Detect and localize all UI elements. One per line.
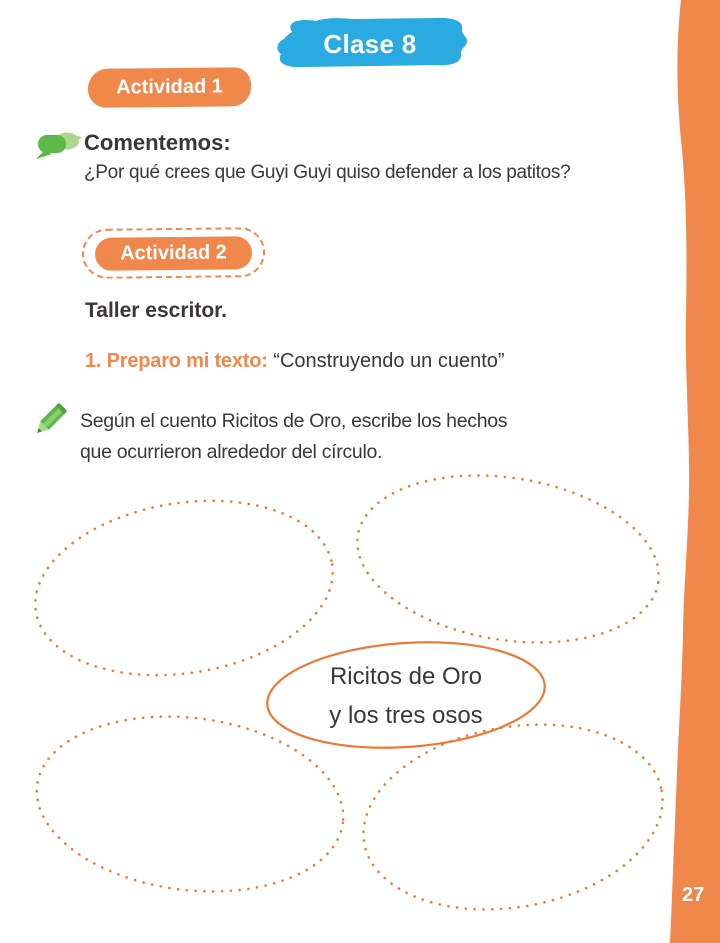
oval-top-right[interactable] bbox=[345, 455, 671, 663]
page-edge-wave bbox=[670, 0, 720, 943]
center-oval-line-2: y los tres osos bbox=[329, 702, 483, 729]
class-banner-label: Clase 8 bbox=[323, 28, 417, 59]
speech-bubbles-icon bbox=[35, 131, 82, 162]
center-oval-line-1: Ricitos de Oro bbox=[329, 663, 483, 690]
instruction-line-1: Según el cuento Ricitos de Oro, escribe los hechos bbox=[80, 410, 508, 432]
step-line bbox=[85, 350, 505, 373]
instruction-line-2: que ocurrieron alrededor del círculo. bbox=[80, 440, 383, 463]
center-oval-label bbox=[276, 657, 536, 735]
class-banner bbox=[270, 16, 470, 68]
oval-bottom-right[interactable] bbox=[349, 702, 678, 932]
step-label: 1. Preparo mi texto: bbox=[85, 350, 268, 372]
activity-2-badge-outline bbox=[82, 227, 266, 279]
comentemos-label: Comentemos: bbox=[84, 130, 231, 155]
section-title: Taller escritor. bbox=[85, 299, 228, 322]
question-text: ¿Por qué crees que Guyi Guyi quiso defender a los patitos? bbox=[84, 162, 571, 183]
step-title: “Construyendo un cuento” bbox=[273, 350, 505, 372]
page-number: 27 bbox=[682, 884, 705, 906]
activity-1-badge-label: Actividad 1 bbox=[116, 75, 223, 99]
activity-2-badge bbox=[95, 236, 252, 271]
activity-2-badge-label: Actividad 2 bbox=[120, 240, 227, 265]
instruction-text bbox=[80, 406, 507, 467]
pencil-icon bbox=[28, 398, 72, 442]
activity-1-badge bbox=[88, 67, 251, 108]
